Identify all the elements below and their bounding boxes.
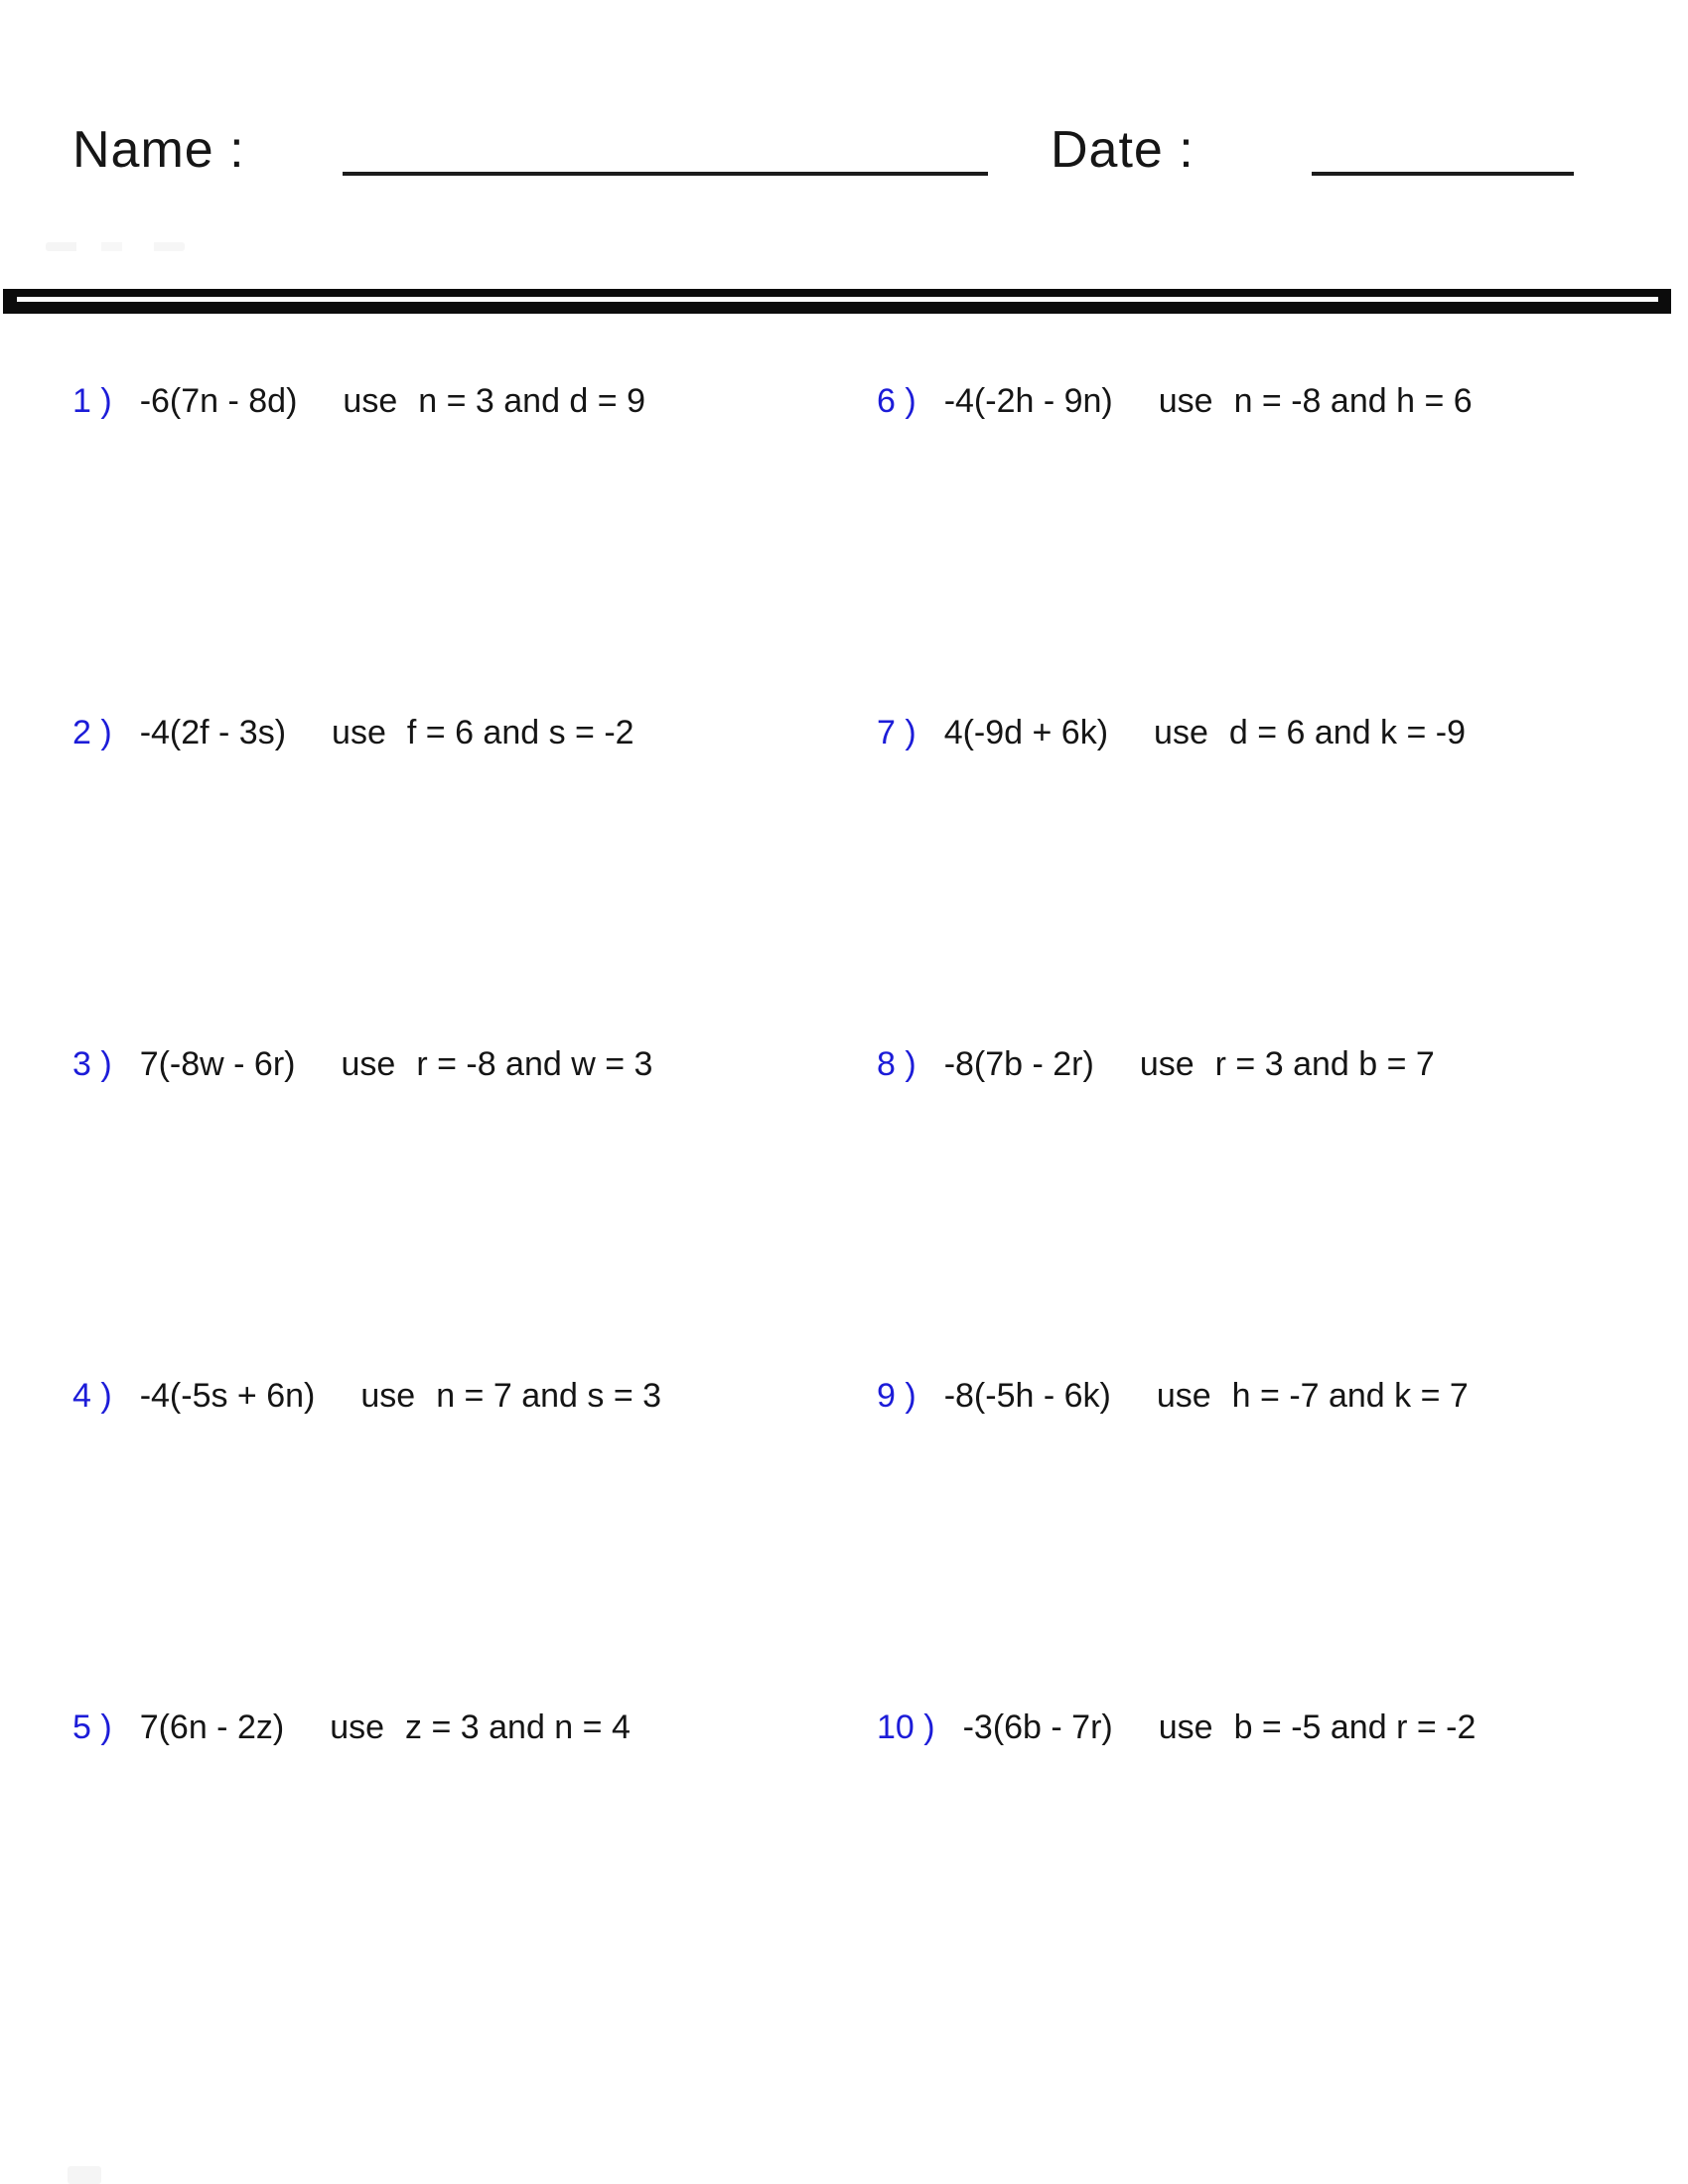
problem-number: 8 ) [877,1045,916,1083]
problem-number: 7 ) [877,714,916,751]
substitution-values: n = 3 and d = 9 [418,382,646,420]
problem-number: 4 ) [72,1377,112,1415]
use-label: use [1154,714,1208,751]
problem-8 [877,1045,1435,1084]
problem-number: 10 ) [877,1708,935,1746]
problem-number: 2 ) [72,714,112,751]
problem-number: 1 ) [72,382,112,420]
problem-number: 3 ) [72,1045,112,1083]
problem-expression: -6(7n - 8d) [139,382,298,420]
problem-expression: 4(-9d + 6k) [943,714,1109,751]
use-label: use [343,382,398,420]
problem-expression: -4(-2h - 9n) [943,382,1113,420]
problem-expression: -4(-5s + 6n) [139,1377,316,1415]
problem-1 [72,382,645,421]
name-label: Name : [72,121,245,179]
problem-number: 6 ) [877,382,916,420]
problem-expression: 7(6n - 2z) [139,1708,285,1746]
substitution-values: r = -8 and w = 3 [416,1045,653,1083]
substitution-values: b = -5 and r = -2 [1233,1708,1477,1746]
use-label: use [341,1045,396,1083]
header-divider-inner-stripe [17,297,1658,302]
problem-expression: -8(-5h - 6k) [943,1377,1111,1415]
substitution-values: r = 3 and b = 7 [1214,1045,1435,1083]
date-label: Date : [1051,121,1195,179]
date-blank-line [1312,172,1574,176]
substitution-values: d = 6 and k = -9 [1228,714,1467,751]
use-label: use [1139,1045,1195,1083]
name-blank-line [343,172,988,176]
scan-artifact-bottom [68,2166,101,2184]
problem-10 [877,1708,1476,1747]
problem-number: 9 ) [877,1377,916,1415]
use-label: use [360,1377,416,1415]
problem-expression: -8(7b - 2r) [943,1045,1094,1083]
substitution-values: h = -7 and k = 7 [1231,1377,1469,1415]
problem-expression: 7(-8w - 6r) [139,1045,296,1083]
use-label: use [1158,1708,1213,1746]
substitution-values: z = 3 and n = 4 [405,1708,631,1746]
substitution-values: n = -8 and h = 6 [1233,382,1473,420]
problem-number: 5 ) [72,1708,112,1746]
problem-2 [72,714,634,752]
substitution-values: f = 6 and s = -2 [406,714,634,751]
problem-3 [72,1045,652,1084]
header-divider-rule [3,289,1671,314]
problem-expression: -4(2f - 3s) [139,714,287,751]
use-label: use [1156,1377,1211,1415]
use-label: use [330,1708,385,1746]
use-label: use [332,714,386,751]
problem-9 [877,1377,1469,1416]
problem-expression: -3(6b - 7r) [962,1708,1113,1746]
scan-artifact-top [46,242,185,251]
problem-6 [877,382,1473,421]
problem-7 [877,714,1466,752]
substitution-values: n = 7 and s = 3 [436,1377,662,1415]
use-label: use [1158,382,1213,420]
problem-5 [72,1708,631,1747]
problem-4 [72,1377,661,1416]
